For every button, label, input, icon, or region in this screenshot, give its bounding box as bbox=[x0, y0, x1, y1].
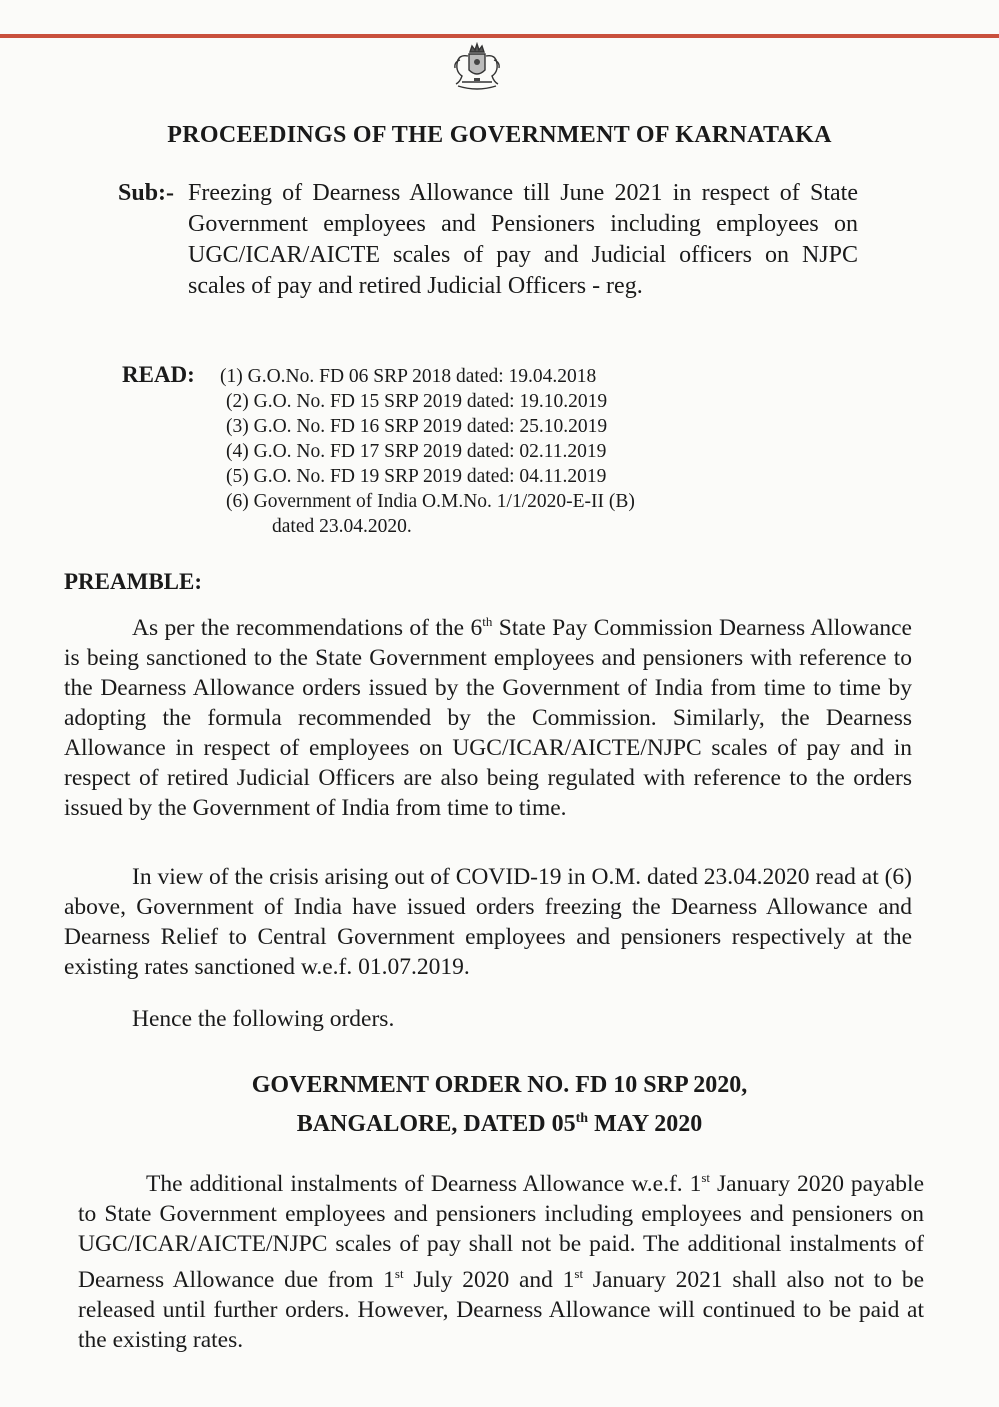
preamble-paragraph-2 bbox=[64, 862, 912, 982]
preamble-p1-text-cont: State Pay Commission Dearness Allowance is being sanctioned to the State Government employees and pensioners with reference to the Dearness Allowance orders issued by the Government of India from time to time by adopting the formula recommended by the Commission. Similarly, the Dearness Allowance in respect of employees on UGC/ICAR/AICTE/NJPC scales of pay and in respect of retired Judicial Officers are also being regulated with reference to the orders issued by the Government of India from time to time. bbox=[64, 614, 912, 821]
ordinal-superscript: st bbox=[701, 1170, 711, 1185]
subject-block bbox=[118, 178, 858, 302]
order-body-text: January 2020 payable to State Government employees and pensioners including employees and pensioners on UGC/ICAR/AICTE/NJPC scales of pay shall not be paid. The additional instalments of Dearness Allowance due from 1 bbox=[78, 1170, 924, 1293]
reference-item: (3) G.O. No. FD 16 SRP 2019 dated: 25.10.2019 bbox=[226, 416, 608, 437]
reference-item: (6) Government of India O.M.No. 1/1/2020-E-II (B) bbox=[226, 491, 635, 512]
top-border-rule bbox=[0, 34, 999, 38]
subject-label: Sub:- bbox=[118, 180, 175, 206]
karnataka-state-emblem-icon bbox=[448, 42, 506, 92]
reference-item: (1) G.O.No. FD 06 SRP 2018 dated: 19.04.2018 bbox=[220, 366, 597, 387]
reference-item: (2) G.O. No. FD 15 SRP 2019 dated: 19.10.2019 bbox=[226, 391, 608, 412]
preamble-heading: PREAMBLE: bbox=[64, 569, 202, 594]
reference-item: (5) G.O. No. FD 19 SRP 2019 dated: 04.11.2019 bbox=[226, 466, 607, 487]
references-block bbox=[122, 364, 762, 539]
order-date-text-cont: MAY 2020 bbox=[588, 1111, 703, 1137]
ordinal-superscript: th bbox=[482, 614, 493, 629]
preamble-p3-text: Hence the following orders. bbox=[132, 1006, 395, 1032]
ordinal-superscript: th bbox=[575, 1111, 589, 1126]
reference-item-continuation: dated 23.04.2020. bbox=[272, 516, 412, 537]
subject-text: Freezing of Dearness Allowance till June 2021 in respect of State Government employees and Pensioners including employees on UGC/ICAR/AICTE scales of pay and Judicial officers on NJPC scales of pay and retired Judicial Officers - reg. bbox=[188, 180, 858, 299]
preamble-paragraph-1 bbox=[64, 607, 912, 823]
ordinal-superscript: st bbox=[394, 1265, 404, 1281]
order-body-text: January 2021 shall also not to be released until further orders. However, Dearness Allowance will continued to be paid at the existing rates. bbox=[78, 1266, 925, 1353]
reference-list bbox=[122, 364, 762, 539]
order-date-line bbox=[0, 1102, 999, 1141]
order-number-line: GOVERNMENT ORDER NO. FD 10 SRP 2020, bbox=[251, 1072, 748, 1098]
order-body-text: July 2020 and 1 bbox=[403, 1266, 575, 1293]
preamble-p2-text: In view of the crisis arising out of COVID-19 in O.M. dated 23.04.2020 read at (6) above, Government of India have issued orders freezing the Dearness Allowance and Dearness Relief to Central Government employees and pensioners respectively at the existing rates sanctioned w.e.f. 01.07.2019. bbox=[64, 864, 912, 980]
preamble-paragraph-3 bbox=[64, 1004, 912, 1034]
government-order-heading bbox=[0, 1068, 999, 1141]
order-body-text: The additional instalments of Dearness Allowance w.e.f. 1 bbox=[146, 1170, 702, 1197]
order-date-text: BANGALORE, DATED 05 bbox=[296, 1111, 576, 1137]
read-label: READ: bbox=[122, 362, 195, 387]
preamble-p1-text: As per the recommendations of the 6 bbox=[132, 614, 483, 641]
document-title: PROCEEDINGS OF THE GOVERNMENT OF KARNATAKA bbox=[167, 122, 832, 148]
reference-item: (4) G.O. No. FD 17 SRP 2019 dated: 02.11.2019 bbox=[226, 441, 607, 462]
order-body-paragraph bbox=[78, 1163, 924, 1355]
ordinal-superscript: st bbox=[574, 1265, 584, 1281]
